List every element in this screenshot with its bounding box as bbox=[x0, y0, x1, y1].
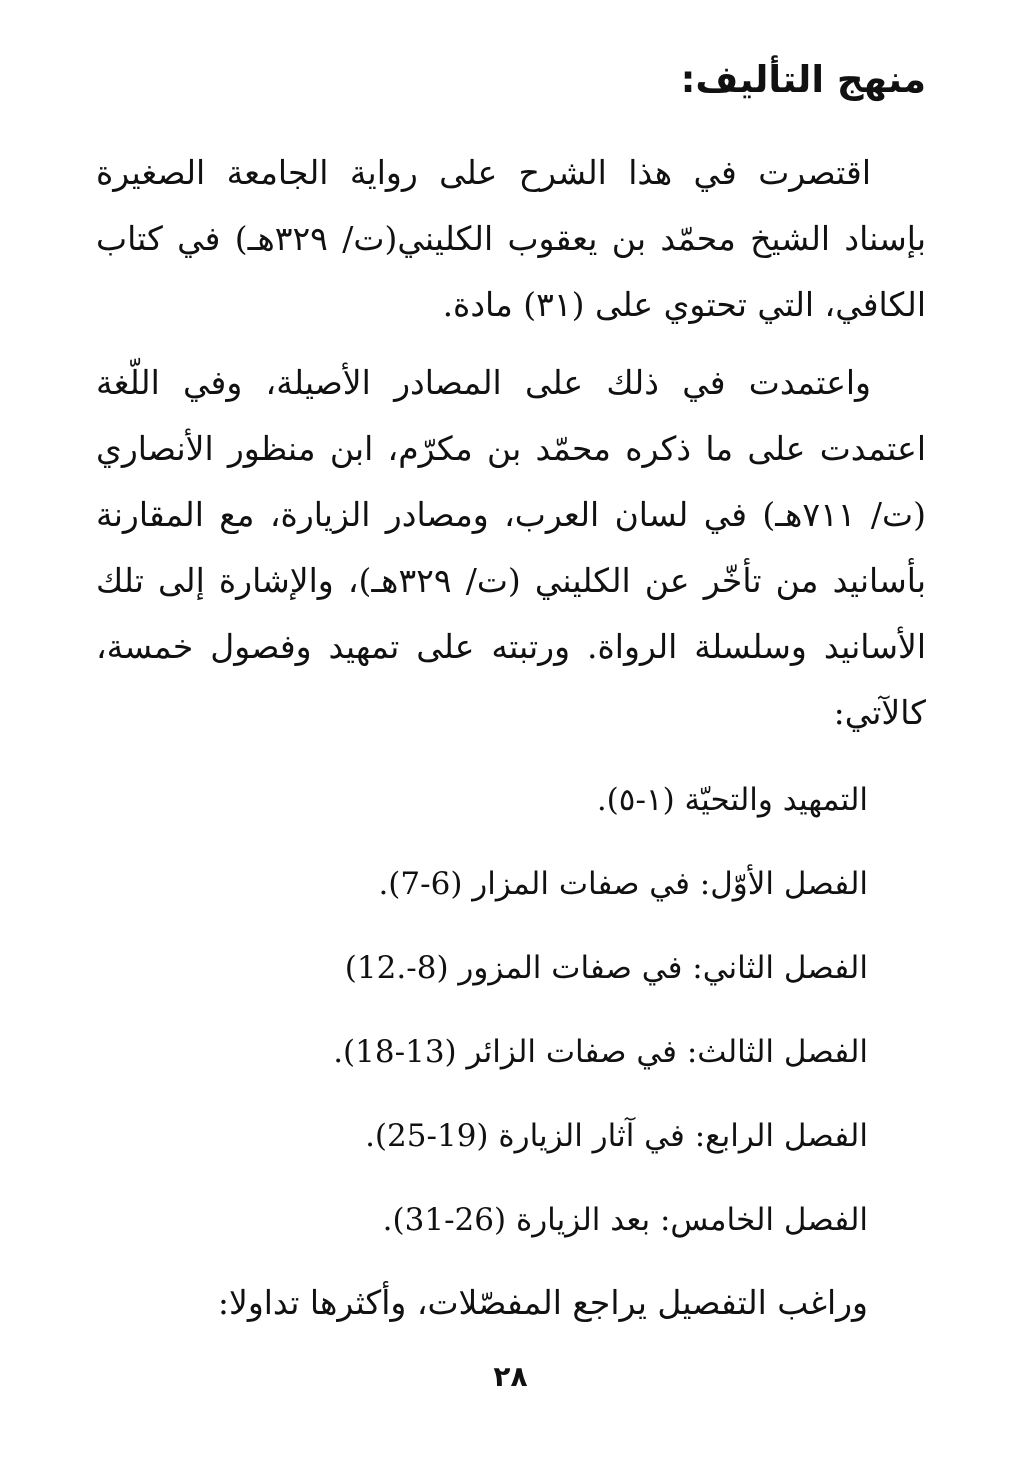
methodology-paragraph: واعتمدت في ذلك على المصادر الأصيلة، وفي اللّغة اعتمدت على ما ذكره محمّد بن مكرّم، ابن منظور الأنصاري (ت/ ٧١١هـ) في لسان العرب، ومصادر الزيارة، مع المقارنة بأسانيد من تأخّر عن الكليني (ت/ ٣٢٩هـ)، والإشارة إلى تلك الأسانيد وسلسلة الرواة. ورتبته على تمهيد وفصول خمسة، كالآتي: bbox=[96, 363, 926, 733]
list-item-chapter-1: الفصل الأوّل: في صفات المزار (6-7). bbox=[378, 866, 868, 903]
list-item-chapter-2: الفصل الثاني: في صفات المزور (8-.12) bbox=[344, 950, 868, 987]
list-item-chapter-4: الفصل الرابع: في آثار الزيارة (19-25). bbox=[365, 1118, 868, 1155]
section-title: منهج التأليف: bbox=[680, 58, 926, 101]
chapter-list bbox=[96, 758, 926, 1262]
list-item-introduction: التمهيد والتحيّة (١-٥). bbox=[596, 782, 868, 819]
list-item-chapter-3: الفصل الثالث: في صفات الزائر (13-18). bbox=[333, 1034, 868, 1071]
closing-line: وراغب التفصيل يراجع المفصّلات، وأكثرها تداولا: bbox=[217, 1283, 868, 1323]
list-item-chapter-5: الفصل الخامس: بعد الزيارة (26-31). bbox=[382, 1202, 868, 1239]
page-number: ٢٨ bbox=[493, 1360, 528, 1393]
intro-paragraph: اقتصرت في هذا الشرح على رواية الجامعة الصغيرة بإسناد الشيخ محمّد بن يعقوب الكليني(ت/ ٣٢٩هـ) في كتاب الكافي، التي تحتوي على (٣١) مادة. bbox=[96, 153, 927, 325]
document-page bbox=[96, 40, 926, 1440]
